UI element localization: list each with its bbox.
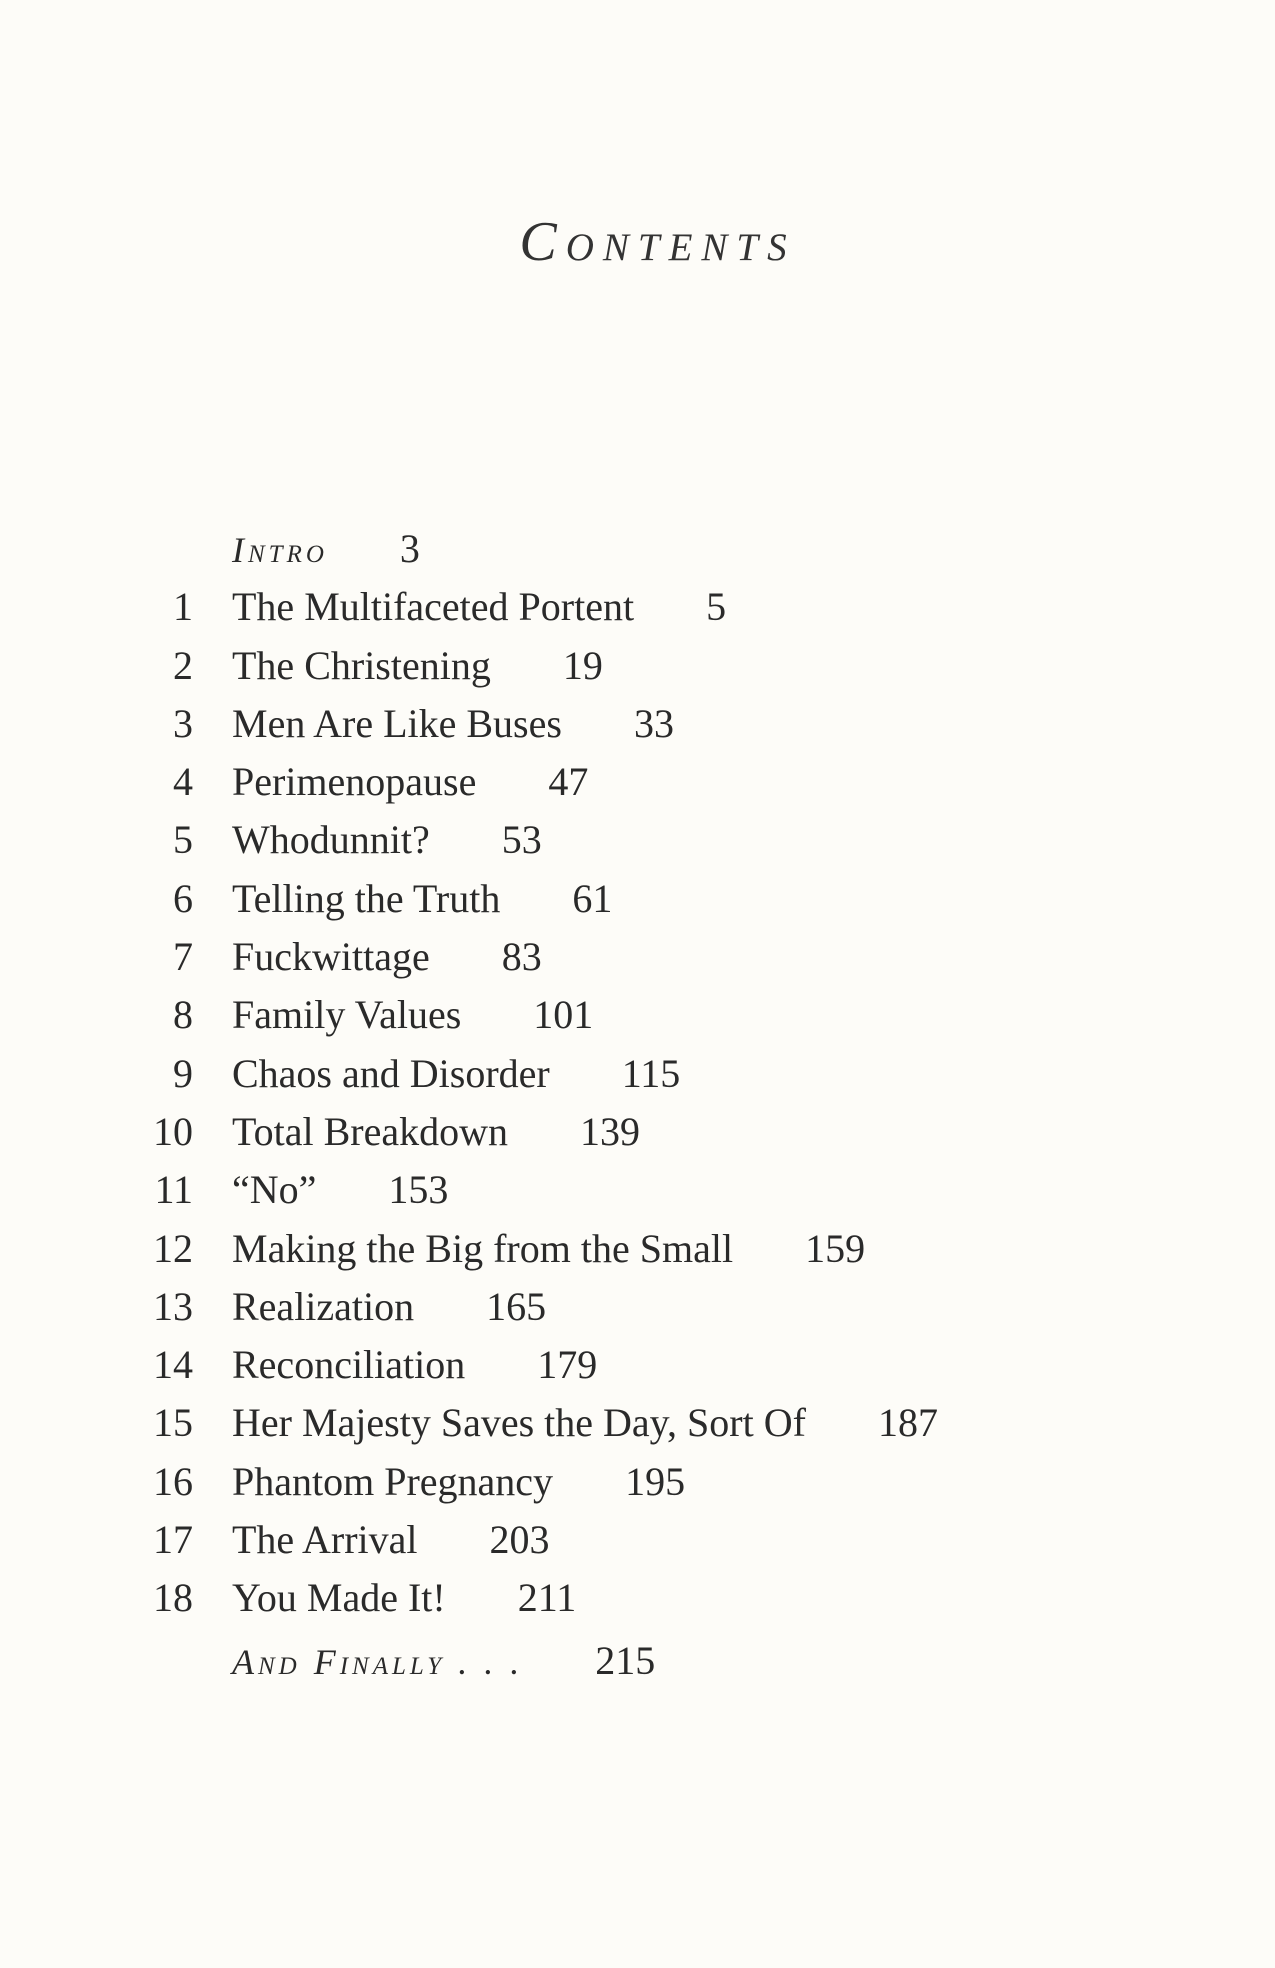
page-number: 47 [548, 759, 589, 805]
chapter-number: 6 [173, 875, 193, 921]
toc-entry-text [232, 1220, 865, 1278]
toc-entry-text [232, 1453, 685, 1511]
chapter-title: “No” [232, 1167, 317, 1213]
page-number: 115 [621, 1050, 681, 1096]
page-number: 159 [805, 1225, 866, 1271]
chapter-number: 13 [153, 1283, 193, 1329]
chapter-number: 16 [153, 1458, 193, 1504]
toc-entry [0, 1220, 1275, 1278]
toc-entry-text [232, 1045, 680, 1103]
toc-entry [0, 753, 1275, 811]
chapter-number: 14 [153, 1342, 193, 1388]
chapter-title: Men Are Like Buses [232, 700, 562, 746]
table-of-contents [0, 520, 1275, 1690]
page-number: 101 [533, 992, 594, 1038]
chapter-number: 5 [173, 817, 193, 863]
toc-entry [0, 695, 1275, 753]
toc-entry-text [232, 637, 603, 695]
toc-entry-text [232, 870, 612, 928]
chapter-number: 17 [153, 1517, 193, 1563]
toc-entry [0, 1161, 1275, 1219]
toc-entry [0, 928, 1275, 986]
toc-entry-text [232, 1632, 655, 1691]
toc-entry-text [232, 986, 593, 1044]
toc-entry-text [232, 928, 542, 986]
toc-entry [0, 1569, 1275, 1627]
chapter-title: Perimenopause [232, 759, 477, 805]
chapter-title: The Multifaceted Portent [232, 584, 635, 630]
page-number: 139 [580, 1108, 641, 1154]
page-number: 187 [877, 1400, 938, 1446]
toc-entry [0, 811, 1275, 869]
toc-entry [0, 1394, 1275, 1452]
page-number: 19 [562, 642, 603, 688]
page-number: 33 [633, 700, 674, 746]
toc-entry-text [232, 1569, 576, 1627]
toc-entry-text [232, 1394, 938, 1452]
page-number: 211 [517, 1575, 577, 1621]
toc-entry [0, 986, 1275, 1044]
chapter-title: Intro [232, 530, 328, 570]
page-number: 153 [388, 1167, 449, 1213]
toc-entry-text [232, 1511, 550, 1569]
chapter-title: Phantom Pregnancy [232, 1458, 554, 1504]
toc-entry [0, 578, 1275, 636]
toc-entry [0, 1278, 1275, 1336]
toc-entry-text [232, 753, 588, 811]
toc-entry [0, 1632, 1275, 1690]
toc-entry [0, 870, 1275, 928]
toc-entry [0, 1453, 1275, 1511]
toc-entry-text [232, 811, 542, 869]
toc-entry-text [232, 1103, 640, 1161]
chapter-number: 3 [173, 700, 193, 746]
toc-entry [0, 637, 1275, 695]
chapter-title: Total Breakdown [232, 1108, 509, 1154]
chapter-number: 12 [153, 1225, 193, 1271]
toc-entry [0, 520, 1275, 578]
chapter-title: The Christening [232, 642, 491, 688]
chapter-number: 18 [153, 1575, 193, 1621]
toc-entry-text [232, 1336, 597, 1394]
toc-entry-text [232, 1278, 546, 1336]
chapter-title: Her Majesty Saves the Day, Sort Of [232, 1400, 806, 1446]
chapter-title: Family Values [232, 992, 462, 1038]
page-number: 165 [486, 1283, 547, 1329]
page-number: 61 [572, 875, 613, 921]
page-number: 215 [595, 1637, 656, 1683]
chapter-number: 9 [173, 1050, 193, 1096]
page-number: 203 [489, 1517, 550, 1563]
chapter-title: Telling the Truth [232, 875, 501, 921]
toc-entry-text [232, 520, 420, 579]
chapter-title: Realization [232, 1283, 415, 1329]
page-number: 3 [399, 526, 420, 571]
toc-entry [0, 1045, 1275, 1103]
chapter-number: 8 [173, 992, 193, 1038]
chapter-title: And Finally . . . [232, 1641, 524, 1682]
chapter-number: 10 [153, 1108, 193, 1154]
chapter-title: Fuckwittage [232, 934, 430, 980]
toc-entry-text [232, 578, 726, 636]
chapter-title: The Arrival [232, 1517, 418, 1563]
chapter-title: Making the Big from the Small [232, 1225, 734, 1271]
page-number: 5 [706, 584, 727, 630]
chapter-number: 2 [173, 642, 193, 688]
chapter-number: 11 [154, 1167, 193, 1213]
chapter-title: Chaos and Disorder [232, 1050, 550, 1096]
chapter-title: You Made It! [232, 1575, 446, 1621]
toc-entry [0, 1511, 1275, 1569]
page-number: 83 [501, 934, 542, 980]
chapter-title: Whodunnit? [232, 817, 430, 863]
page-number: 195 [625, 1458, 686, 1504]
page-title: Contents [519, 211, 796, 273]
chapter-number: 7 [173, 934, 193, 980]
chapter-title: Reconciliation [232, 1342, 466, 1388]
chapter-number: 15 [153, 1400, 193, 1446]
page-number: 53 [501, 817, 542, 863]
chapter-number: 4 [173, 759, 193, 805]
page-number: 179 [537, 1342, 598, 1388]
toc-entry [0, 1103, 1275, 1161]
toc-entry [0, 1336, 1275, 1394]
toc-entry-text [232, 695, 674, 753]
chapter-number: 1 [173, 584, 193, 630]
toc-entry-text [232, 1161, 448, 1219]
